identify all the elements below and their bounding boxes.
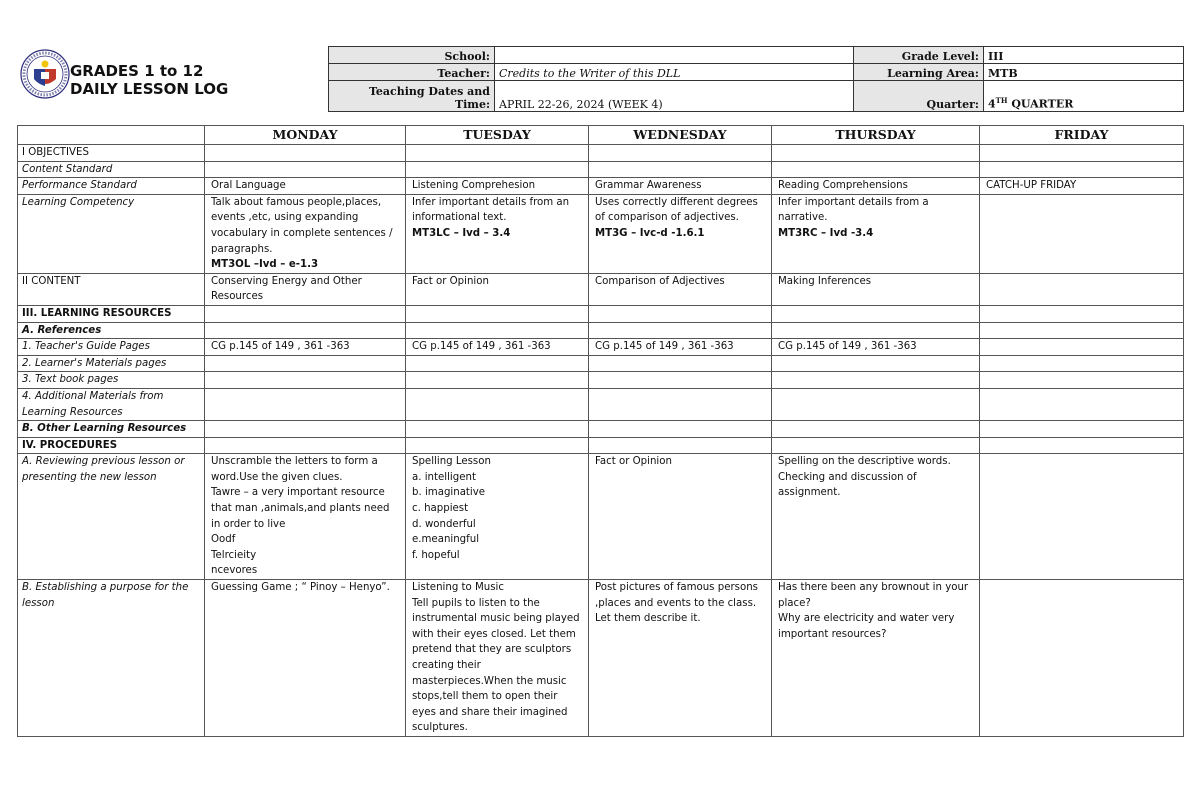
text-line: ncevores <box>211 565 258 577</box>
content-wednesday: Comparison of Adjectives <box>589 273 772 305</box>
school-label: School: <box>329 47 495 64</box>
purpose-thursday <box>772 580 980 737</box>
learning-area-value: MTB <box>984 64 1184 81</box>
reviewing-tuesday <box>406 454 589 580</box>
teachers-guide-friday <box>980 339 1184 356</box>
text-line: stops,tell them to open their <box>412 691 558 703</box>
competency-code: MT3G – Ivc-d -1.6.1 <box>595 227 705 239</box>
text-line: narrative. <box>778 212 828 224</box>
performance-wednesday: Grammar Awareness <box>589 178 772 195</box>
competency-thursday <box>772 194 980 273</box>
text-book-row <box>18 372 1184 389</box>
quarter-value <box>984 81 1184 112</box>
cell <box>772 421 980 438</box>
teacher-label: Teacher: <box>329 64 495 81</box>
reviewing-thursday <box>772 454 980 580</box>
quarter-label: Quarter: <box>854 81 984 112</box>
learning-resources-row <box>18 305 1184 322</box>
cell <box>772 161 980 178</box>
row-label-learning-resources: III. LEARNING RESOURCES <box>18 305 205 322</box>
cell <box>406 145 589 162</box>
performance-monday: Oral Language <box>205 178 406 195</box>
cell <box>772 388 980 420</box>
content-thursday: Making Inferences <box>772 273 980 305</box>
competency-code: MT3RC – Ivd -3.4 <box>778 227 874 239</box>
text-line: assignment. <box>778 487 841 499</box>
text-line: Conserving Energy and Other <box>211 275 362 287</box>
cell <box>589 388 772 420</box>
row-label-other-resources: B. Other Learning Resources <box>18 421 205 438</box>
learning-area-label: Learning Area: <box>854 64 984 81</box>
content-row <box>18 273 1184 305</box>
row-label-text-book: 3. Text book pages <box>18 372 205 389</box>
text-line: Listening to Music <box>412 582 504 594</box>
row-label-procedures: IV. PROCEDURES <box>18 437 205 454</box>
cell <box>205 161 406 178</box>
cell <box>406 437 589 454</box>
text-line: Telrcieity <box>211 549 257 561</box>
cell <box>205 372 406 389</box>
competency-code: MT3OL –Ivd – e-1.3 <box>211 259 319 271</box>
day-header-tuesday: TUESDAY <box>406 126 589 145</box>
quarter-number: 4 <box>988 98 996 111</box>
cell <box>980 437 1184 454</box>
cell <box>406 372 589 389</box>
additional-materials-row <box>18 388 1184 420</box>
row-label-performance-standard: Performance Standard <box>18 178 205 195</box>
performance-standard-row <box>18 178 1184 195</box>
cell <box>980 580 1184 737</box>
dates-label <box>329 81 495 112</box>
text-line: Checking and discussion of <box>778 471 917 483</box>
text-line: important resources? <box>778 628 887 640</box>
performance-tuesday: Listening Comprehesion <box>406 178 589 195</box>
text-line: Spelling Lesson <box>412 456 491 468</box>
reviewing-wednesday: Fact or Opinion <box>589 454 772 580</box>
title-line-2: DAILY LESSON LOG <box>70 80 229 98</box>
text-line: events ,etc, using expanding <box>211 212 359 224</box>
row-label-objectives: I OBJECTIVES <box>18 145 205 162</box>
cell <box>772 437 980 454</box>
corner-cell <box>18 126 205 145</box>
cell <box>205 322 406 339</box>
cell <box>772 355 980 372</box>
row-label-reviewing <box>18 454 205 580</box>
cell <box>406 322 589 339</box>
cell <box>980 305 1184 322</box>
cell <box>205 145 406 162</box>
dates-label-line2: Time: <box>454 98 490 111</box>
quarter-superscript: TH <box>995 96 1008 106</box>
text-line: of comparison of adjectives. <box>595 212 739 224</box>
cell <box>980 372 1184 389</box>
cell <box>980 388 1184 420</box>
text-line: instrumental music being played <box>412 613 580 625</box>
purpose-monday: Guessing Game ; “ Pinoy – Henyo”. <box>205 580 406 737</box>
text-line: pretend that they are sculptors <box>412 644 572 656</box>
reviewing-row <box>18 454 1184 580</box>
cell <box>406 388 589 420</box>
performance-thursday: Reading Comprehensions <box>772 178 980 195</box>
row-label-content: II CONTENT <box>18 273 205 305</box>
cell <box>205 305 406 322</box>
learning-competency-row <box>18 194 1184 273</box>
row-label-additional-materials <box>18 388 205 420</box>
teachers-guide-thursday: CG p.145 of 149 , 361 -363 <box>772 339 980 356</box>
deped-seal-icon <box>20 49 70 99</box>
day-header-monday: MONDAY <box>205 126 406 145</box>
text-line: eyes and share their imagined <box>412 706 568 718</box>
purpose-wednesday <box>589 580 772 737</box>
cell <box>589 437 772 454</box>
text-line: with their eyes closed. Let them <box>412 628 576 640</box>
competency-wednesday <box>589 194 772 273</box>
cell <box>589 372 772 389</box>
performance-friday: CATCH-UP FRIDAY <box>980 178 1184 195</box>
teachers-guide-row <box>18 339 1184 356</box>
grade-level-label: Grade Level: <box>854 47 984 64</box>
cell <box>980 194 1184 273</box>
row-label-teachers-guide: 1. Teacher's Guide Pages <box>18 339 205 356</box>
day-header-friday: FRIDAY <box>980 126 1184 145</box>
content-standard-row <box>18 161 1184 178</box>
cell <box>980 355 1184 372</box>
day-header-thursday: THURSDAY <box>772 126 980 145</box>
objectives-row <box>18 145 1184 162</box>
text-line: c. happiest <box>412 503 469 515</box>
references-row <box>18 322 1184 339</box>
text-line: presenting the new lesson <box>22 471 157 483</box>
text-line: lesson <box>22 597 55 609</box>
text-line: sculptures. <box>412 722 468 734</box>
text-line: Tawre – a very important resource <box>211 487 385 499</box>
grade-level-value: III <box>984 47 1184 64</box>
row-label-learning-competency: Learning Competency <box>18 194 205 273</box>
text-line: B. Establishing a purpose for the <box>22 582 189 594</box>
cell <box>772 372 980 389</box>
row-label-learners-materials: 2. Learner's Materials pages <box>18 355 205 372</box>
row-label-content-standard: Content Standard <box>18 161 205 178</box>
text-line: Infer important details from an <box>412 196 570 208</box>
text-line: masterpieces.When the music <box>412 675 567 687</box>
procedures-row <box>18 437 1184 454</box>
text-line: Learning Resources <box>22 406 123 418</box>
cell <box>205 421 406 438</box>
day-header-wednesday: WEDNESDAY <box>589 126 772 145</box>
text-line: Has there been any brownout in your <box>778 582 969 594</box>
cell <box>589 322 772 339</box>
competency-code: MT3LC – Ivd – 3.4 <box>412 227 511 239</box>
text-line: in order to live <box>211 518 286 530</box>
text-line: Oodf <box>211 534 236 546</box>
cell <box>589 355 772 372</box>
cell <box>406 305 589 322</box>
info-table <box>328 46 1184 112</box>
text-line: Uses correctly different degrees <box>595 196 758 208</box>
content-monday <box>205 273 406 305</box>
text-line: creating their <box>412 660 481 671</box>
row-label-references: A. References <box>18 322 205 339</box>
dates-label-line1: Teaching Dates and <box>368 85 490 98</box>
text-line: e.meaningful <box>412 534 480 546</box>
cell <box>589 305 772 322</box>
text-line: Spelling on the descriptive words. <box>778 456 951 468</box>
text-line: d. wonderful <box>412 518 476 530</box>
text-line: Let them describe it. <box>595 613 701 625</box>
purpose-row <box>18 580 1184 737</box>
text-line: Unscramble the letters to form a <box>211 456 378 468</box>
cell <box>772 322 980 339</box>
text-line: place? <box>778 597 811 609</box>
text-line: Talk about famous people,places, <box>211 196 382 208</box>
cell <box>205 388 406 420</box>
text-line: Resources <box>211 291 264 303</box>
cell <box>406 355 589 372</box>
cell <box>980 273 1184 305</box>
cell <box>772 145 980 162</box>
cell <box>589 421 772 438</box>
text-line: b. imaginative <box>412 487 486 499</box>
text-line: Why are electricity and water very <box>778 613 955 625</box>
cell <box>980 454 1184 580</box>
text-line: vocabulary in complete sentences / <box>211 227 393 239</box>
cell <box>980 421 1184 438</box>
text-line: f. hopeful <box>412 549 460 561</box>
text-line: paragraphs. <box>211 243 273 255</box>
lesson-log-table <box>17 125 1184 737</box>
cell <box>406 161 589 178</box>
cell <box>589 161 772 178</box>
text-line: word.Use the given clues. <box>211 471 343 483</box>
cell <box>589 145 772 162</box>
teachers-guide-monday: CG p.145 of 149 , 361 -363 <box>205 339 406 356</box>
dates-value: APRIL 22-26, 2024 (WEEK 4) <box>495 81 854 112</box>
title-line-1: GRADES 1 to 12 <box>70 62 204 80</box>
cell <box>980 161 1184 178</box>
text-line: a. intelligent <box>412 471 476 483</box>
teacher-value: Credits to the Writer of this DLL <box>495 64 854 81</box>
day-header-row <box>18 126 1184 145</box>
school-value <box>495 47 854 64</box>
text-line: Infer important details from a <box>778 196 929 208</box>
text-line: ,places and events to the class. <box>595 597 757 609</box>
cell <box>205 355 406 372</box>
cell <box>980 145 1184 162</box>
competency-tuesday <box>406 194 589 273</box>
document-title <box>70 62 228 98</box>
purpose-tuesday <box>406 580 589 737</box>
learners-materials-row <box>18 355 1184 372</box>
cell <box>980 322 1184 339</box>
cell <box>772 305 980 322</box>
text-line: that man ,animals,and plants need <box>211 503 390 515</box>
quarter-text: QUARTER <box>1007 98 1074 111</box>
reviewing-monday <box>205 454 406 580</box>
cell <box>406 421 589 438</box>
other-resources-row <box>18 421 1184 438</box>
text-line: informational text. <box>412 212 507 224</box>
cell <box>205 437 406 454</box>
teachers-guide-wednesday: CG p.145 of 149 , 361 -363 <box>589 339 772 356</box>
content-tuesday: Fact or Opinion <box>406 273 589 305</box>
text-line: 4. Additional Materials from <box>22 390 164 402</box>
row-label-purpose <box>18 580 205 737</box>
text-line: A. Reviewing previous lesson or <box>22 456 185 468</box>
text-line: Tell pupils to listen to the <box>412 597 540 609</box>
teachers-guide-tuesday: CG p.145 of 149 , 361 -363 <box>406 339 589 356</box>
competency-monday <box>205 194 406 273</box>
text-line: Post pictures of famous persons <box>595 582 758 594</box>
